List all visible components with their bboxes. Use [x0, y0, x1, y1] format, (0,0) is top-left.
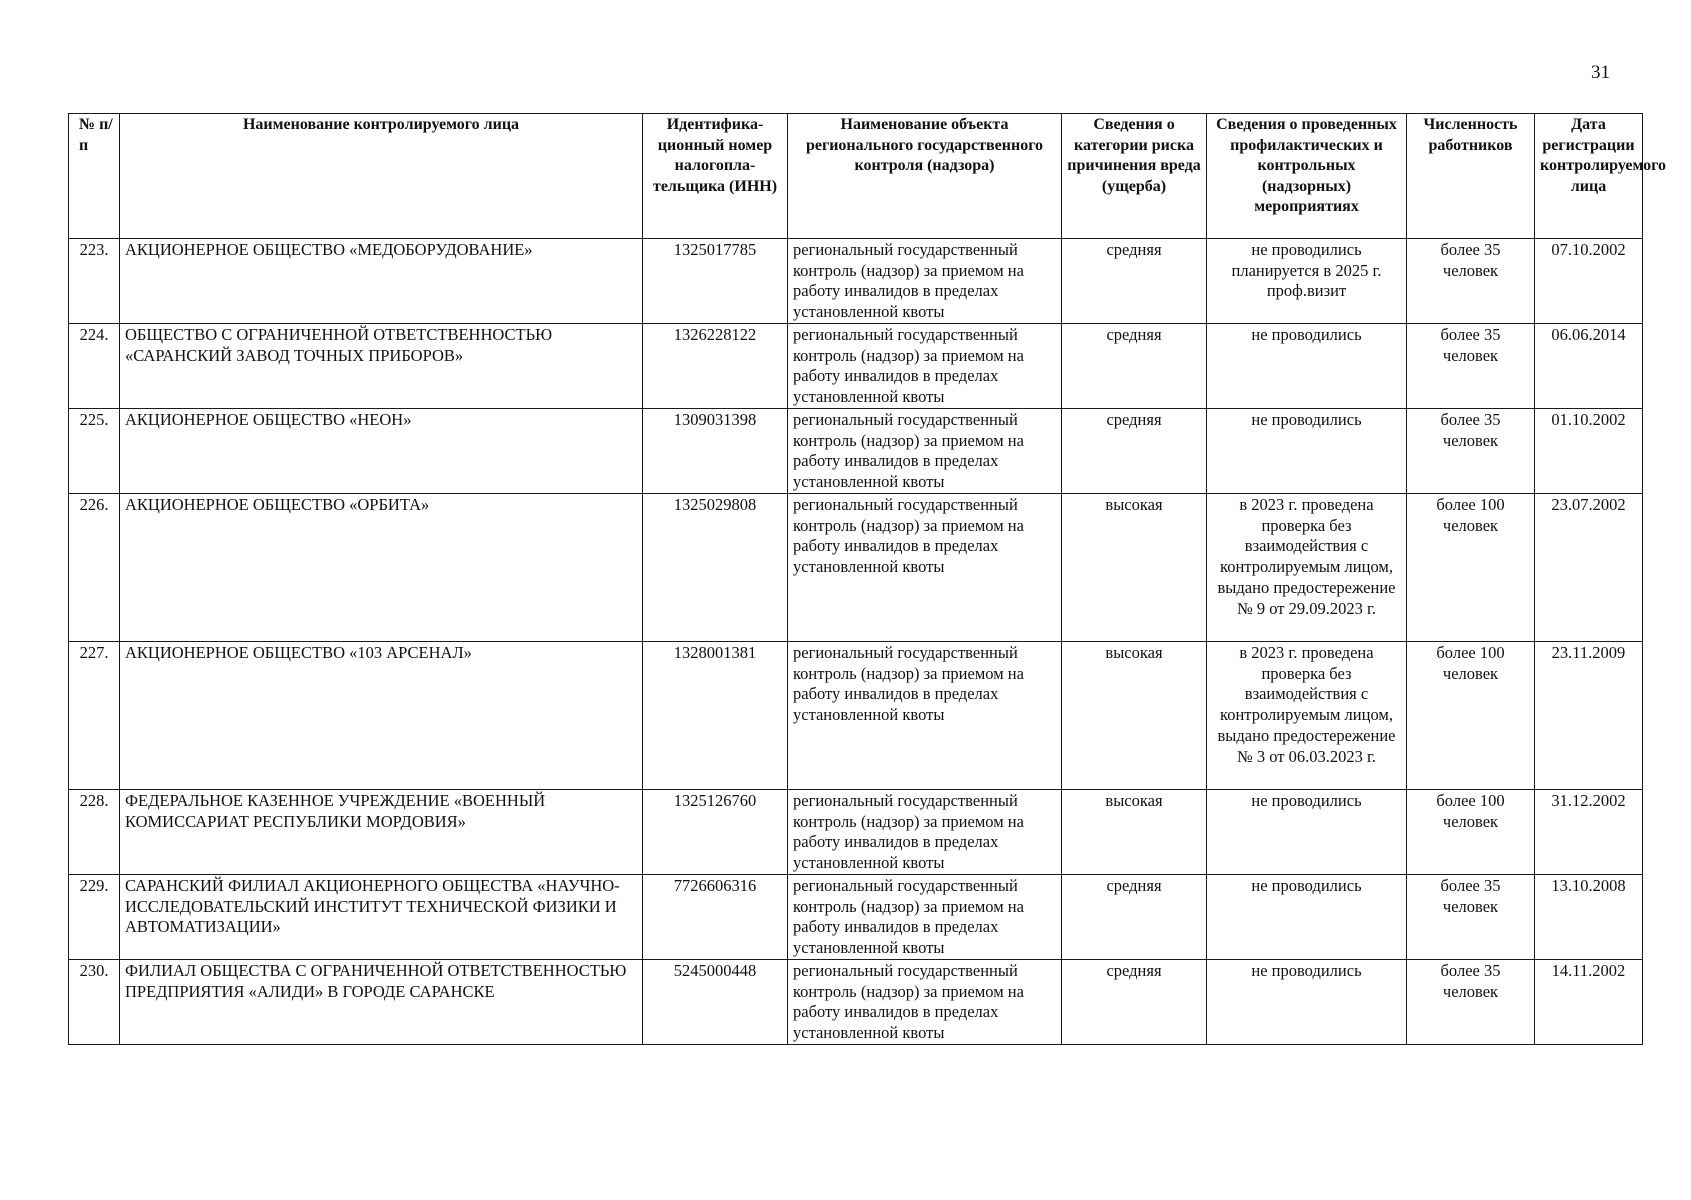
header-object: Наименование объекта регионального государственного контроля (надзора)	[788, 114, 1062, 239]
row-date: 07.10.2002	[1535, 239, 1643, 324]
row-staff: более 100 человек	[1407, 790, 1535, 875]
row-inn: 1325017785	[643, 239, 788, 324]
row-risk: средняя	[1062, 409, 1207, 494]
row-risk: средняя	[1062, 324, 1207, 409]
row-events: не проводились	[1207, 790, 1407, 875]
row-num: 225.	[69, 409, 120, 494]
row-events: не проводились	[1207, 875, 1407, 960]
row-inn: 1325029808	[643, 494, 788, 642]
row-object: региональный государственный контроль (надзор) за приемом на работу инвалидов в пределах установленной квоты	[788, 875, 1062, 960]
row-staff: более 100 человек	[1407, 494, 1535, 642]
row-inn: 1326228122	[643, 324, 788, 409]
row-num: 226.	[69, 494, 120, 642]
row-events: не проводились	[1207, 409, 1407, 494]
registry-table	[68, 113, 1667, 1045]
header-date: Дата регистрации контролируемого лица	[1535, 114, 1643, 239]
header-risk: Сведения о категории риска причинения вреда (ущерба)	[1062, 114, 1207, 239]
row-name: САРАНСКИЙ ФИЛИАЛ АКЦИОНЕРНОГО ОБЩЕСТВА «НАУЧНО-ИССЛЕДОВАТЕЛЬСКИЙ ИНСТИТУТ ТЕХНИЧЕСКОЙ ФИЗИКИ И АВТОМАТИЗАЦИИ»	[120, 875, 643, 960]
row-num: 230.	[69, 960, 120, 1045]
row-object: региональный государственный контроль (надзор) за приемом на работу инвалидов в пределах установленной квоты	[788, 239, 1062, 324]
page-number: 31	[1591, 62, 1610, 83]
header-name: Наименование контролируемого лица	[120, 114, 643, 239]
row-num: 224.	[69, 324, 120, 409]
row-name: АКЦИОНЕРНОЕ ОБЩЕСТВО «НЕОН»	[120, 409, 643, 494]
row-date: 01.10.2002	[1535, 409, 1643, 494]
row-name: АКЦИОНЕРНОЕ ОБЩЕСТВО «ОРБИТА»	[120, 494, 643, 642]
row-inn: 1309031398	[643, 409, 788, 494]
row-inn: 7726606316	[643, 875, 788, 960]
row-events: не проводились	[1207, 960, 1407, 1045]
row-risk: средняя	[1062, 875, 1207, 960]
row-name: АКЦИОНЕРНОЕ ОБЩЕСТВО «МЕДОБОРУДОВАНИЕ»	[120, 239, 643, 324]
header-num: № п/п	[69, 114, 120, 239]
row-num: 229.	[69, 875, 120, 960]
row-name: ФИЛИАЛ ОБЩЕСТВА С ОГРАНИЧЕННОЙ ОТВЕТСТВЕННОСТЬЮ ПРЕДПРИЯТИЯ «АЛИДИ» В ГОРОДЕ САРАНСКЕ	[120, 960, 643, 1045]
row-inn: 1328001381	[643, 642, 788, 790]
row-object: региональный государственный контроль (надзор) за приемом на работу инвалидов в пределах установленной квоты	[788, 960, 1062, 1045]
row-events: не проводились	[1207, 324, 1407, 409]
table-row	[69, 960, 1643, 1045]
row-object: региональный государственный контроль (надзор) за приемом на работу инвалидов в пределах установленной квоты	[788, 642, 1062, 790]
row-num: 228.	[69, 790, 120, 875]
row-date: 23.07.2002	[1535, 494, 1643, 642]
row-events: в 2023 г. проведена проверка без взаимодействия с контролируемым лицом, выдано предостережение № 3 от 06.03.2023 г.	[1207, 642, 1407, 790]
row-staff: более 35 человек	[1407, 239, 1535, 324]
table-header-row	[69, 114, 1643, 239]
row-risk: средняя	[1062, 239, 1207, 324]
row-name: АКЦИОНЕРНОЕ ОБЩЕСТВО «103 АРСЕНАЛ»	[120, 642, 643, 790]
table-row	[69, 875, 1643, 960]
row-date: 06.06.2014	[1535, 324, 1643, 409]
row-date: 23.11.2009	[1535, 642, 1643, 790]
row-staff: более 35 человек	[1407, 409, 1535, 494]
table-row	[69, 494, 1643, 642]
header-events: Сведения о проведенных профилактических и контрольных (надзорных) мероприятиях	[1207, 114, 1407, 239]
table-row	[69, 239, 1643, 324]
row-inn: 1325126760	[643, 790, 788, 875]
row-inn: 5245000448	[643, 960, 788, 1045]
table-row	[69, 409, 1643, 494]
row-object: региональный государственный контроль (надзор) за приемом на работу инвалидов в пределах установленной квоты	[788, 790, 1062, 875]
row-object: региональный государственный контроль (надзор) за приемом на работу инвалидов в пределах установленной квоты	[788, 409, 1062, 494]
row-date: 13.10.2008	[1535, 875, 1643, 960]
row-risk: высокая	[1062, 494, 1207, 642]
table-row	[69, 790, 1643, 875]
row-staff: более 100 человек	[1407, 642, 1535, 790]
row-num: 223.	[69, 239, 120, 324]
header-inn: Идентифика-ционный номер налогопла-тельщика (ИНН)	[643, 114, 788, 239]
row-num: 227.	[69, 642, 120, 790]
header-staff: Численность работников	[1407, 114, 1535, 239]
row-object: региональный государственный контроль (надзор) за приемом на работу инвалидов в пределах установленной квоты	[788, 494, 1062, 642]
row-date: 14.11.2002	[1535, 960, 1643, 1045]
row-risk: средняя	[1062, 960, 1207, 1045]
row-staff: более 35 человек	[1407, 960, 1535, 1045]
row-object: региональный государственный контроль (надзор) за приемом на работу инвалидов в пределах установленной квоты	[788, 324, 1062, 409]
row-name: ОБЩЕСТВО С ОГРАНИЧЕННОЙ ОТВЕТСТВЕННОСТЬЮ «САРАНСКИЙ ЗАВОД ТОЧНЫХ ПРИБОРОВ»	[120, 324, 643, 409]
row-events: не проводились планируется в 2025 г. проф.визит	[1207, 239, 1407, 324]
row-risk: высокая	[1062, 642, 1207, 790]
row-risk: высокая	[1062, 790, 1207, 875]
table-row	[69, 324, 1643, 409]
row-staff: более 35 человек	[1407, 324, 1535, 409]
table-row	[69, 642, 1643, 790]
row-date: 31.12.2002	[1535, 790, 1643, 875]
row-events: в 2023 г. проведена проверка без взаимодействия с контролируемым лицом, выдано предостережение № 9 от 29.09.2023 г.	[1207, 494, 1407, 642]
row-staff: более 35 человек	[1407, 875, 1535, 960]
row-name: ФЕДЕРАЛЬНОЕ КАЗЕННОЕ УЧРЕЖДЕНИЕ «ВОЕННЫЙ КОМИССАРИАТ РЕСПУБЛИКИ МОРДОВИЯ»	[120, 790, 643, 875]
